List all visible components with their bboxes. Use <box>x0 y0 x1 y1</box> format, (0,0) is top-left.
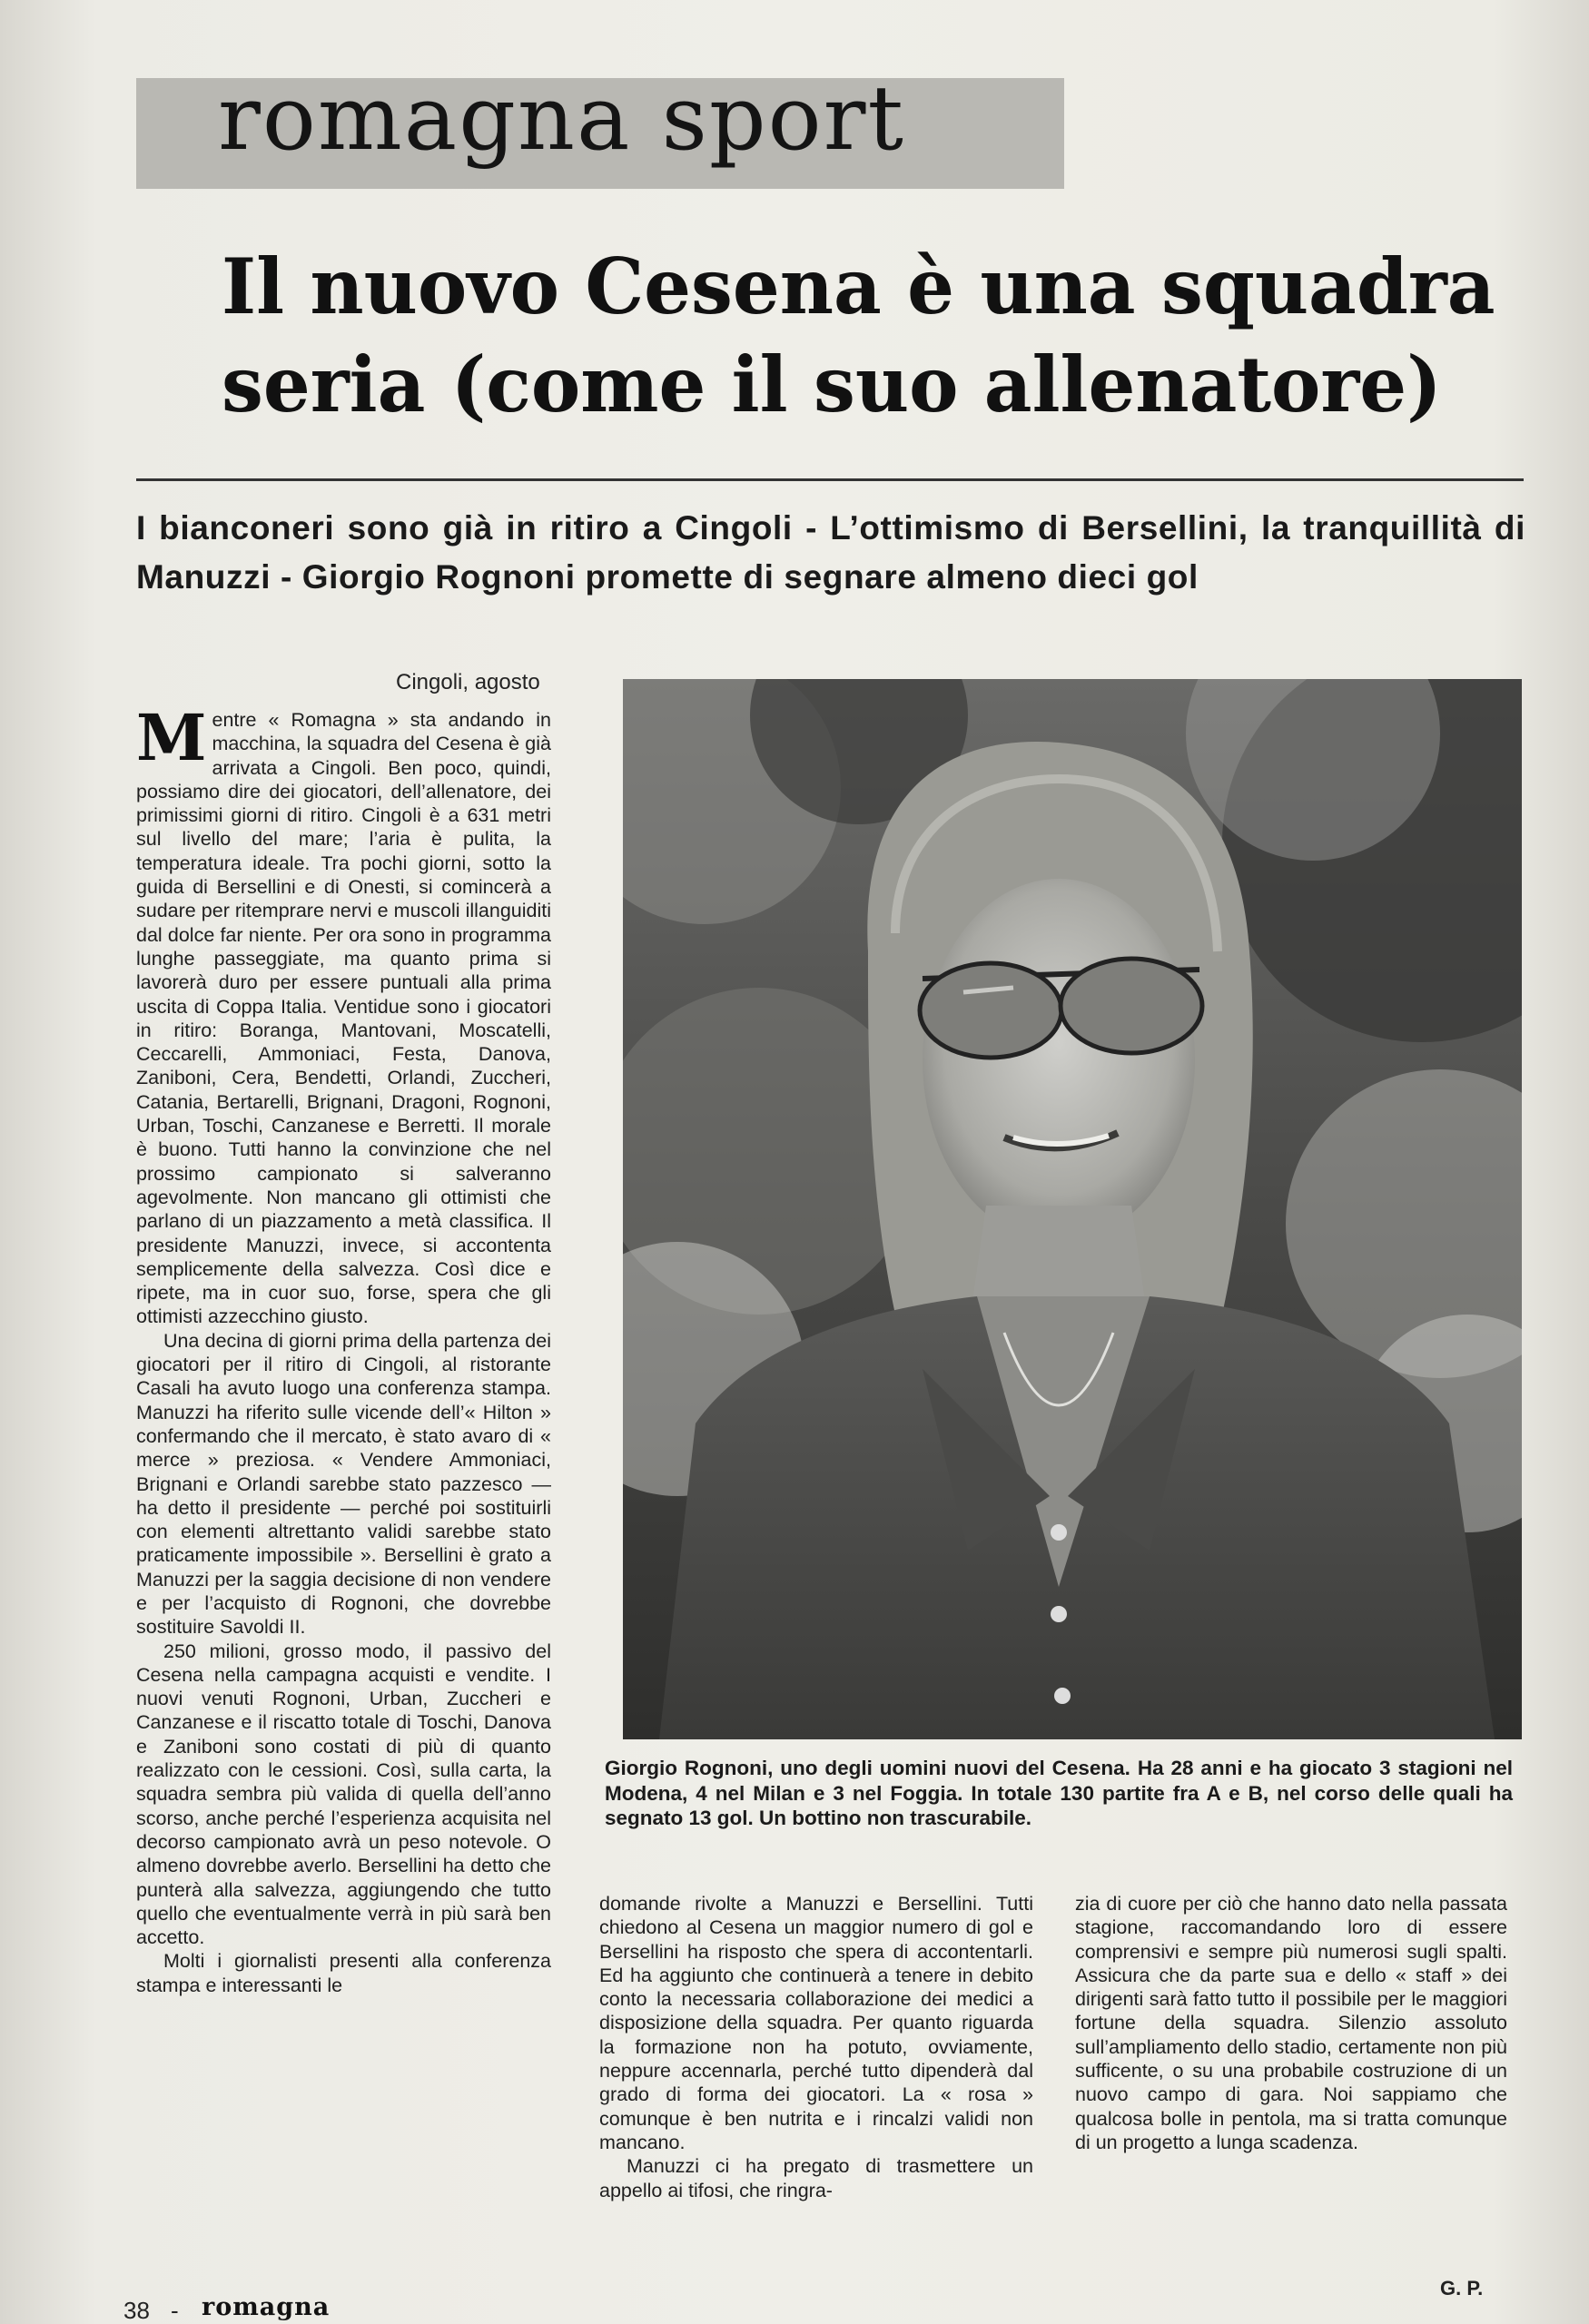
article-paragraph: Una decina di giorni prima della partenza dei giocatori per il ritiro di Cingoli, al ristorante Casali ha avuto luogo una conferenza stampa. Manuzzi ha riferito sulle vicende dell’« Hilton » confermando che il mercato, è stato avaro di « merce » preziosa. « Vendere Ammoniaci, Brignani e Orlandi sarebbe stato pazzesco — ha detto il presidente — perché poi sostituirli con elementi altrettanto validi sarebbe stato praticamente impossibile ». Bersellini è grato a Manuzzi per la saggia decisione di non vendere e per l’acquisto di Rognoni, che dovrebbe sostituire Savoldi II. <box>136 1329 551 1639</box>
headline-rule <box>136 478 1524 481</box>
player-photo-illustration <box>623 679 1522 1739</box>
dateline: Cingoli, agosto <box>396 670 540 694</box>
article-paragraph: domande rivolte a Manuzzi e Bersellini. Tutti chiedono al Cesena un maggior numero di gol e Bersellini ha risposto che spera di accontentarli. Ed ha aggiunto che continuerà a tenere in debito conto la necessaria collaborazione dei medici a disposizione della squadra. Per quanto riguarda la formazione non ha potuto, ovviamente, neppure accennarla, perché tutto dipenderà dal grado di forma dei giocatori. La « rosa » comunque è ben nutrita e i rincalzi validi non mancano. <box>599 1893 1033 2153</box>
magazine-name: romagna <box>202 2293 331 2321</box>
headline-line-1: Il nuovo Cesena è una squadra <box>222 241 1495 331</box>
author-initials: G. P. <box>1440 2277 1484 2299</box>
article-column-right <box>1075 1892 1507 2264</box>
headline-line-2: seria (come il suo allenatore) <box>222 340 1442 429</box>
drop-cap: M <box>136 708 207 775</box>
headline <box>222 238 1495 434</box>
article-paragraph: entre « Romagna » sta andando in macchina, la squadra del Cesena è già arrivata a Cingoli. Ben poco, quindi, possiamo dire dei giocatori, dell’allenatore, dei primissimi giorni di ritiro. Cingoli è a 631 metri sul livello del mare; l’aria è pulita, la temperatura ideale. Tra pochi giorni, sotto la guida di Bersellini e di Onesti, si comincerà a sudare per ritemprare nervi e muscoli illanguiditi dal dolce far niente. Per ora sono in programma lunghe passeggiate, ma quanto prima si lavorerà duro per essere puntuali alla prima uscita di Coppa Italia. Ventidue sono i giocatori in ritiro: Boranga, Mantovani, Moscatelli, Ceccarelli, Ammoniaci, Festa, Danova, Zaniboni, Cera, Bendetti, Orlandi, Zuccheri, Catania, Bertarelli, Brignani, Dragoni, Rognoni, Urban, Toschi, Canzanese e Berretti. Il morale è buono. Tutti hanno la convinzione che nel prossimo campionato si salveranno agevolmente. Non mancano gli ottimisti che parlano di un piazzamento a metà classifica. Il presidente Manuzzi, invece, si accontenta semplicemente della salvezza. Così dice e ripete, ma in cuor suo, forse, spera che gli ottimisti azzecchino giusto. <box>136 709 551 1328</box>
player-photo <box>623 679 1522 1739</box>
article-paragraph: zia di cuore per ciò che hanno dato nella passata stagione, raccomandando loro di essere comprensivi e sempre più numerosi sugli spalti. Assicura che da parte sua e dello « staff » dei dirigenti sarà fatto tutto il possibile per le maggiori fortune della squadra. Silenzio assoluto sull’ampliamento dello stadio, certamente non più sufficente, o su una probabile costruzione di un nuovo campo di gara. Noi sappiamo che qualcosa bolle in pentola, ma si tratta comunque di un progetto a lunga scadenza. <box>1075 1893 1507 2153</box>
article-column-left <box>136 708 551 2222</box>
photo-caption: Giorgio Rognoni, uno degli uomini nuovi del Cesena. Ha 28 anni e ha giocato 3 stagioni nel Modena, 4 nel Milan e 3 nel Foggia. In totale 130 partite fra A e B, nel corso delle quali ha segnato 13 gol. Un bottino non trascurabile. <box>605 1757 1513 1829</box>
article-column-middle <box>599 1892 1033 2264</box>
footer-separator: - <box>171 2297 179 2324</box>
article-paragraph: 250 milioni, grosso modo, il passivo del Cesena nella campagna acquisti e vendite. I nuovi venuti Rognoni, Urban, Zuccheri e Canzanese e il riscatto totale di Toschi, Danova e Zaniboni sono costati di più di quanto realizzato con le cessioni. Così, sulla carta, la squadra sembra più valida di quella dell’anno scorso, anche perché l’esperienza acquisita nel decorso campionato avrà un peso notevole. O almeno dovrebbe averlo. Bersellini ha detto che punterà alla salvezza, aggiungendo che tutto quello che eventualmente verrà in più sarà ben accetto. <box>136 1640 551 1949</box>
section-title: romagna sport <box>218 67 905 171</box>
page-number: 38 <box>123 2297 150 2324</box>
article-paragraph: Molti i giornalisti presenti alla conferenza stampa e interessanti le <box>136 1950 551 1996</box>
article-paragraph: Manuzzi ci ha pregato di trasmettere un appello ai tifosi, che ringra- <box>599 2155 1033 2201</box>
subheadline: I bianconeri sono già in ritiro a Cingoli - L’ottimismo di Bersellini, la tranquillità di Manuzzi - Giorgio Rognoni promette di segnare almeno dieci gol <box>136 509 1525 596</box>
